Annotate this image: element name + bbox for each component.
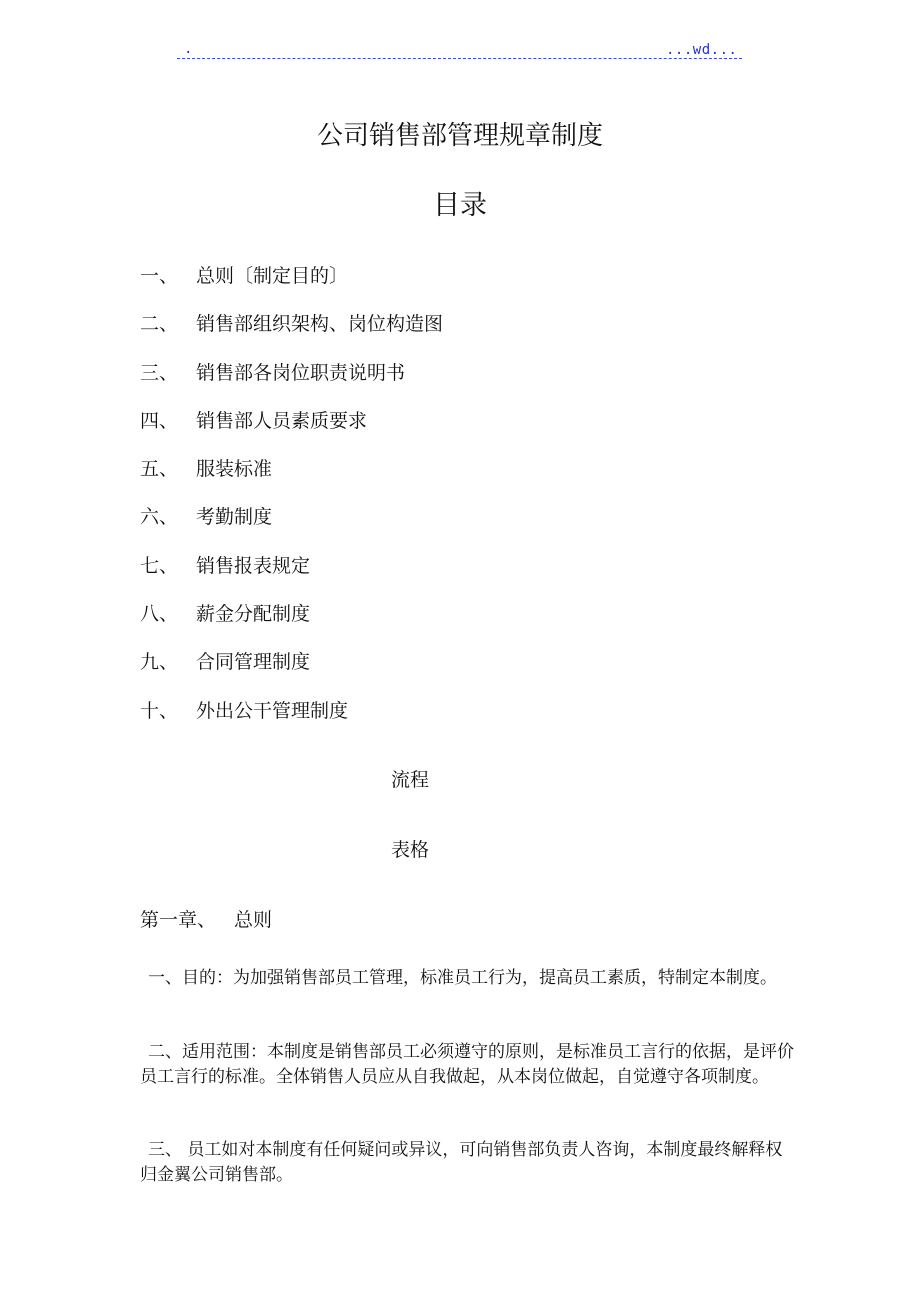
- chapter-heading: [140, 906, 272, 934]
- toc-item: [140, 359, 443, 407]
- toc-item: [140, 600, 443, 648]
- table-of-contents: [140, 262, 443, 745]
- toc-item-number: 二、: [140, 313, 179, 336]
- header-right-mark: ...wd...: [666, 42, 738, 58]
- paragraph-scope: 二、适用范围：本制度是销售部员工必须遵守的原则，是标准员工言行的依据，是评价员工言行的标准。全体销售人员应从自我做起，从本岗位做起，自觉遵守各项制度。: [140, 1042, 794, 1087]
- chapter-number: 第一章、: [140, 909, 217, 931]
- toc-item: [140, 648, 443, 696]
- toc-item-label: 合同管理制度: [196, 651, 311, 674]
- paragraph-interpretation: 三、 员工如对本制度有任何疑问或异议，可向销售部负责人咨询，本制度最终解释权归金翼公司销售部。: [140, 1140, 783, 1185]
- header-divider: [177, 58, 742, 59]
- toc-item-number: 七、: [140, 554, 179, 577]
- toc-item-label: 外出公干管理制度: [196, 699, 349, 722]
- toc-item-label: 薪金分配制度: [196, 603, 311, 626]
- chapter-title: 总则: [234, 909, 273, 931]
- toc-title: 目录: [433, 190, 487, 221]
- toc-item: [140, 552, 443, 600]
- toc-item-label: 考勤制度: [196, 506, 273, 529]
- forms-label: 表格: [390, 839, 429, 861]
- toc-item-number: 五、: [140, 458, 179, 481]
- paragraph-purpose: 一、目的：为加强销售部员工管理，标准员工行为，提高员工素质，特制定本制度。: [148, 968, 777, 988]
- toc-item-label: 销售部各岗位职责说明书: [196, 361, 406, 384]
- toc-item-number: 八、: [140, 603, 179, 626]
- toc-item: [140, 697, 443, 745]
- toc-item-number: 四、: [140, 409, 179, 432]
- toc-item: [140, 310, 443, 358]
- toc-item-number: 一、: [140, 265, 179, 287]
- toc-item-label: 销售部人员素质要求: [196, 409, 368, 432]
- toc-item: [140, 503, 443, 551]
- toc-item-label: 总则〔制定目的〕: [196, 265, 349, 287]
- toc-item-number: 十、: [140, 699, 179, 722]
- toc-item: [140, 262, 443, 310]
- toc-item-number: 三、: [140, 361, 179, 384]
- toc-item-label: 销售部组织架构、岗位构造图: [196, 313, 444, 336]
- toc-item-label: 销售报表规定: [196, 554, 311, 577]
- document-title: 公司销售部管理规章制度: [316, 121, 603, 151]
- toc-item-number: 九、: [140, 651, 179, 674]
- toc-item: [140, 407, 443, 455]
- flow-label: 流程: [390, 769, 429, 791]
- header-left-mark: .: [184, 41, 193, 57]
- toc-item-number: 六、: [140, 506, 179, 529]
- toc-item: [140, 455, 443, 503]
- toc-item-label: 服装标准: [196, 458, 273, 481]
